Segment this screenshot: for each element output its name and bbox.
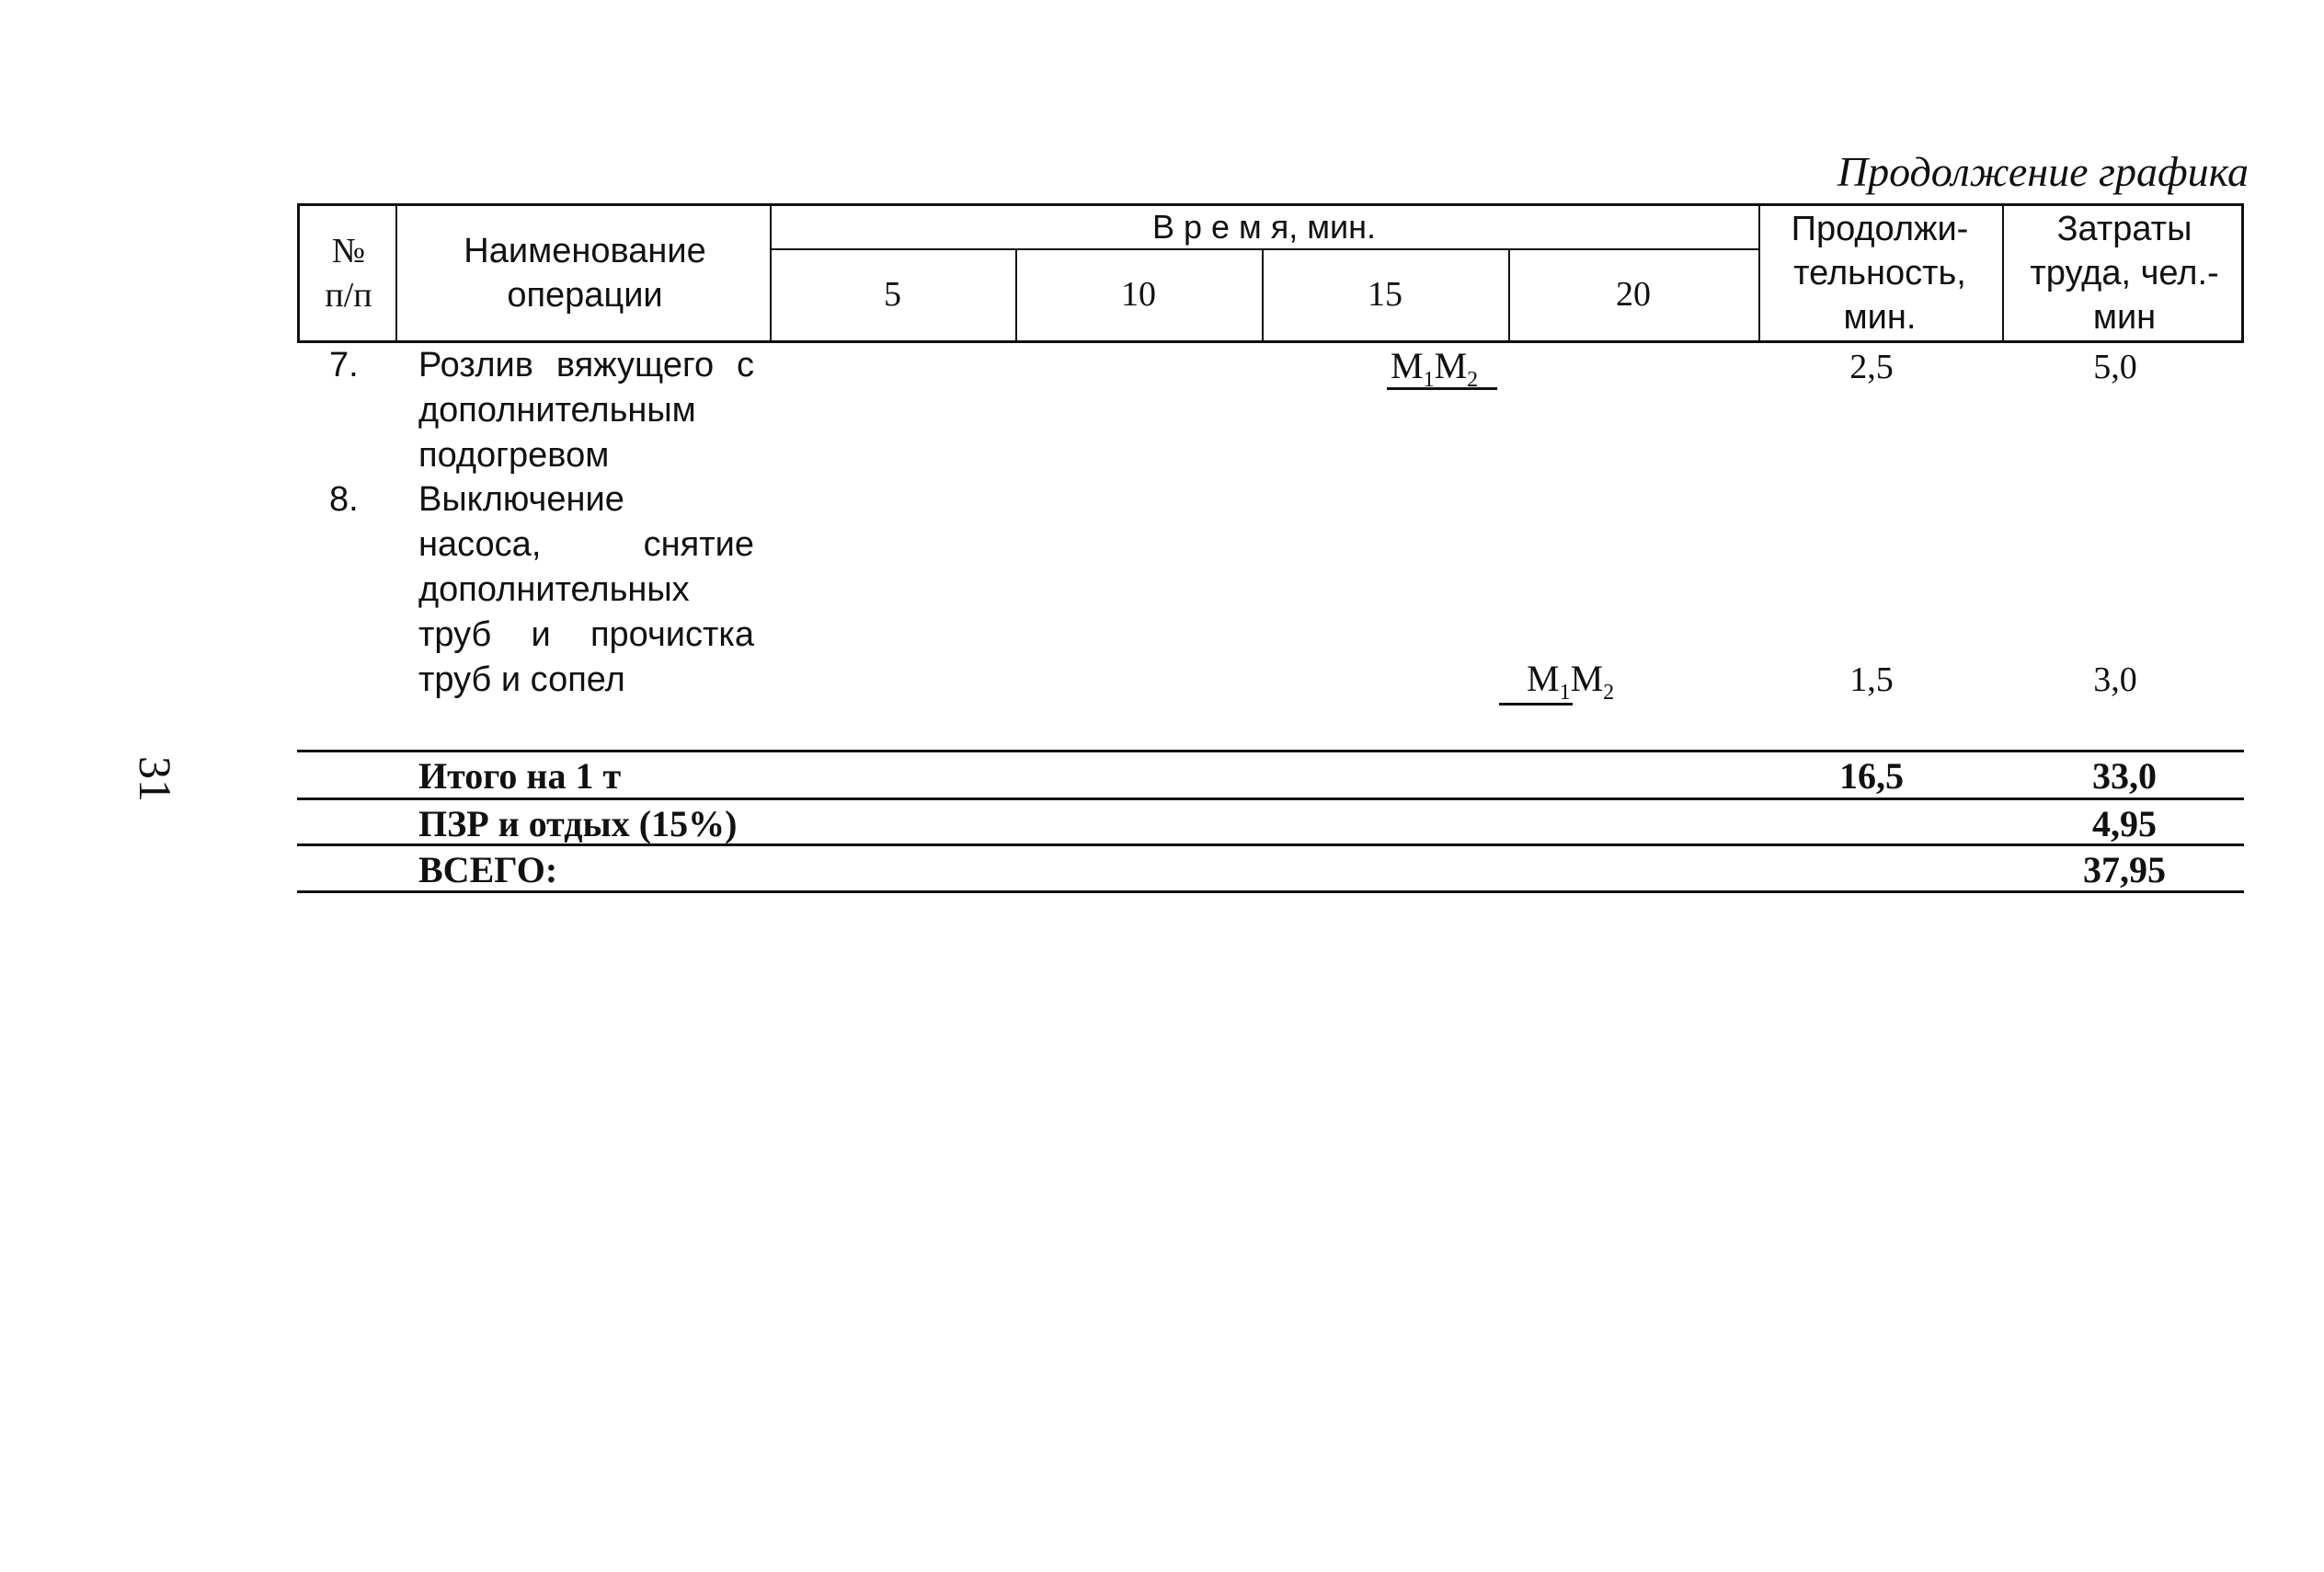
header-labor: Затраты труда, чел.-мин	[2030, 210, 2219, 337]
labor-value: 3,0	[2093, 660, 2137, 699]
totals-label: Итого на 1 т	[418, 755, 622, 797]
divider	[297, 843, 2244, 846]
table-header	[297, 203, 2244, 343]
header-tick-15: 15	[1368, 275, 1402, 314]
duration-value: 2,5	[1849, 348, 1894, 386]
divider	[297, 890, 2244, 893]
workers-label: $M_1M_2$	[1527, 658, 1615, 705]
labor-value: 5,0	[2093, 348, 2137, 386]
totals-labor: 4,95	[2092, 803, 2157, 844]
col-divider	[395, 206, 397, 340]
totals-label: ВСЕГО:	[418, 849, 558, 890]
totals-labor: 37,95	[2083, 849, 2166, 890]
row-number: 7.	[329, 346, 359, 384]
table-caption: Продолжение графика	[1837, 148, 2249, 195]
duration-value: 1,5	[1849, 660, 1894, 699]
divider	[297, 750, 2244, 752]
totals-label: ПЗР и отдых (15%)	[418, 803, 738, 844]
workers-label: $M_1M_2$	[1391, 345, 1479, 392]
operation-name: Розлив вяжущего с дополнительным подогревом	[418, 346, 754, 475]
header-tick-20: 20	[1616, 275, 1651, 314]
col-divider	[2002, 206, 2004, 340]
header-tick-10: 10	[1121, 275, 1156, 314]
schedule-bar	[1499, 703, 1573, 706]
divider	[297, 797, 2244, 800]
operation-name: Выключение насоса, снятие дополнительных труб и прочистка труб и сопел	[418, 480, 754, 699]
header-operation-name: Наименование операции	[464, 232, 706, 315]
row-number: 8.	[329, 480, 359, 519]
header-time: В р е м я, мин.	[1151, 208, 1377, 246]
schedule-bar	[1387, 387, 1497, 390]
header-num: № п/п	[325, 232, 372, 315]
totals-labor: 33,0	[2092, 755, 2157, 797]
totals-duration: 16,5	[1839, 755, 1904, 797]
col-divider	[1758, 206, 1760, 340]
header-duration: Продолжи-тельность, мин.	[1791, 210, 1969, 337]
page-number: 31	[130, 756, 181, 802]
header-tick-5: 5	[884, 275, 901, 314]
